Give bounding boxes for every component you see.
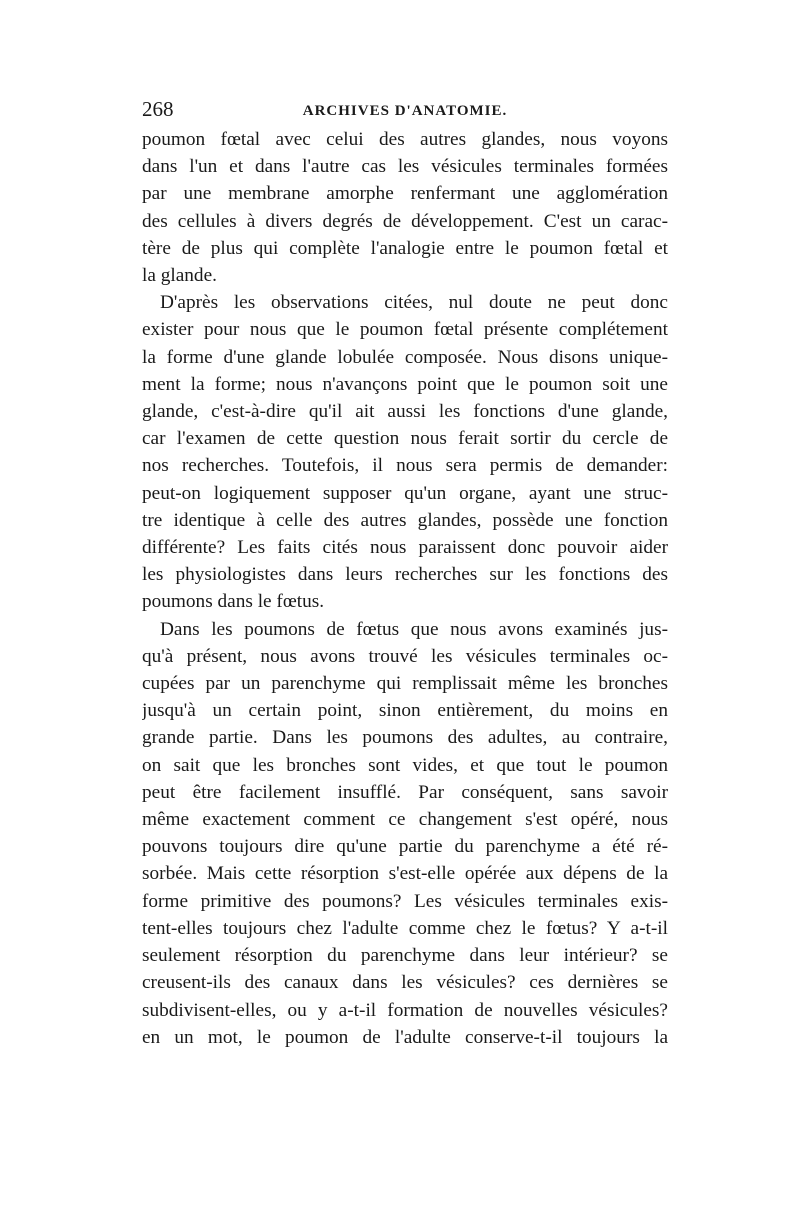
text-line: en un mot, le poumon de l'adulte conserve-t-il toujours la: [142, 1026, 668, 1048]
text-line: subdivisent-elles, ou y a-t-il formation de nouvelles vésicules?: [142, 999, 668, 1021]
text-line: ment la forme; nous n'avançons point que le poumon soit une: [142, 373, 668, 395]
text-line: grande partie. Dans les poumons des adultes, au contraire,: [142, 727, 668, 749]
text-line: car l'examen de cette question nous ferait sortir du cercle de: [142, 428, 668, 450]
running-title: ARCHIVES D'ANATOMIE.: [302, 103, 508, 119]
text-line: la glande.: [142, 265, 217, 287]
book-page: [142, 96, 668, 1051]
page-header: [142, 96, 668, 122]
text-line: forme primitive des poumons? Les vésicules terminales exis-: [142, 890, 668, 912]
text-line: la forme d'une glande lobulée composée. Nous disons unique-: [142, 346, 668, 368]
text-line: tère de plus qui complète l'analogie entre le poumon fœtal et: [142, 237, 668, 259]
paragraph-1: [142, 126, 668, 289]
text-line: des cellules à divers degrés de développement. C'est un carac-: [142, 210, 668, 232]
text-line: sorbée. Mais cette résorption s'est-elle opérée aux dépens de la: [142, 863, 668, 885]
text-line: tre identique à celle des autres glandes, possède une fonction: [142, 509, 668, 531]
text-line: les physiologistes dans leurs recherches sur les fonctions des: [142, 564, 668, 586]
paragraph-3: [142, 616, 668, 1051]
text-line: pouvons toujours dire qu'une partie du parenchyme a été ré-: [142, 836, 668, 858]
text-line: jusqu'à un certain point, sinon entièrement, du moins en: [142, 700, 668, 722]
text-line: différente? Les faits cités nous paraissent donc pouvoir aider: [142, 537, 668, 559]
text-line: qu'à présent, nous avons trouvé les vésicules terminales oc-: [142, 645, 668, 667]
text-line: tent-elles toujours chez l'adulte comme chez le fœtus? Y a-t-il: [142, 917, 668, 939]
text-line: Dans les poumons de fœtus que nous avons examinés jus-: [160, 618, 668, 640]
text-line: cupées par un parenchyme qui remplissait même les bronches: [142, 673, 668, 695]
text-line: par une membrane amorphe renfermant une agglomération: [142, 183, 668, 205]
text-line: peut être facilement insufflé. Par conséquent, sans savoir: [142, 781, 668, 803]
text-line: seulement résorption du parenchyme dans leur intérieur? se: [142, 945, 668, 967]
text-line: nos recherches. Toutefois, il nous sera permis de demander:: [142, 455, 668, 477]
text-line: D'après les observations citées, nul doute ne peut donc: [160, 292, 668, 314]
page-number: 268: [142, 97, 174, 121]
text-line: on sait que les bronches sont vides, et que tout le poumon: [142, 754, 668, 776]
text-line: dans l'un et dans l'autre cas les vésicules terminales formées: [142, 156, 668, 178]
text-line: glande, c'est-à-dire qu'il ait aussi les fonctions d'une glande,: [142, 401, 668, 423]
text-line: poumon fœtal avec celui des autres glandes, nous voyons: [142, 129, 668, 150]
text-line: peut-on logiquement supposer qu'un organe, ayant une struc-: [142, 482, 668, 504]
text-line: exister pour nous que le poumon fœtal présente complétement: [142, 319, 668, 341]
text-line: creusent-ils des canaux dans les vésicules? ces dernières se: [142, 972, 668, 994]
text-line: poumons dans le fœtus.: [142, 591, 325, 613]
text-line: même exactement comment ce changement s'est opéré, nous: [142, 809, 668, 831]
paragraph-2: [142, 289, 668, 615]
